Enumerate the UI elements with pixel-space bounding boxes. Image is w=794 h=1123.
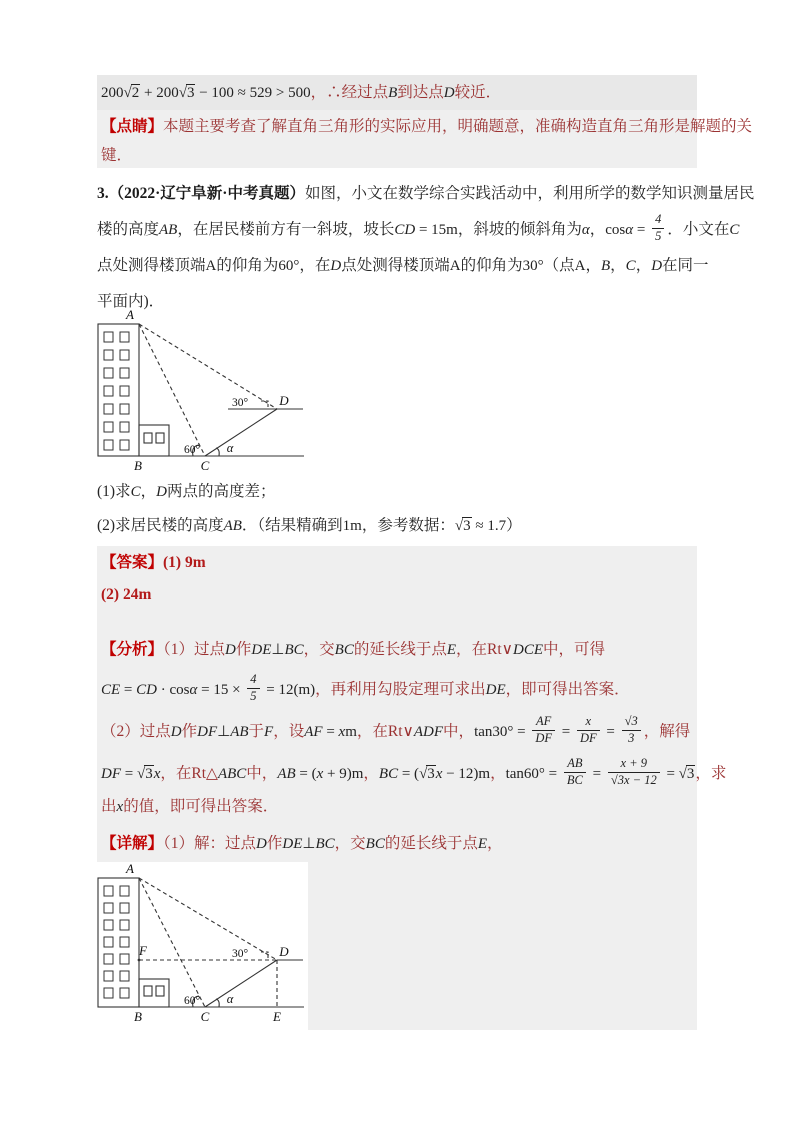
answer-line-2: (2) 24m: [101, 586, 152, 603]
problem-statement: [97, 176, 755, 320]
analysis-line-2: CE = CD · cosα = 15 × $\frac{4}{5}$ = 12(m)，再利用勾股定理可求出DE，即可得出答案．: [101, 672, 630, 703]
angle-30-label: 30°: [231, 948, 249, 960]
angle-60-label: 60°: [183, 995, 201, 1007]
point-D-label: D: [279, 944, 289, 959]
point-A-label: A: [126, 862, 134, 876]
angle-alpha-label: α: [226, 992, 234, 1006]
section-prev-conclusion: [97, 75, 697, 110]
dianjing-line-1: 【点睛】本题主要考查了解直角三角形的实际应用，明确题意，准确构造直角三角形是解题的关: [101, 118, 753, 135]
point-F-label: F: [139, 943, 147, 958]
point-C-label: C: [200, 458, 210, 473]
angle-alpha-label: α: [226, 441, 234, 455]
point-E-label: E: [273, 1009, 281, 1024]
dianjing-line-2: 键．: [101, 147, 133, 164]
point-C-label: C: [200, 1009, 210, 1024]
question-1: (1)求C，D两点的高度差；: [97, 483, 276, 500]
section-answer-analysis: [97, 546, 727, 1030]
problem-line-1: 3.（2022·辽宁阜新·中考真题）如图，小文在数学综合实践活动中，利用所学的数学知识测量居民: [97, 185, 755, 202]
problem-line-2: 楼的高度AB，在居民楼前方有一斜坡，坡长CD = 15m，斜坡的倾斜角为α，cosα = $\frac{4}{5}$ ．小文在C: [97, 212, 740, 243]
analysis-line-1: 【分析】（1）过点D作DE⊥BC，交BC的延长线于点E，在Rt∨DCE中，可得: [101, 641, 606, 658]
point-B-label: B: [134, 1009, 142, 1024]
section-dianjing: [97, 110, 753, 168]
analysis-line-3: （2）过点D作DF⊥AB于F，设AF = xm，在Rt∨ADF中，tan30° = $\frac{AF}{DF}$ = $\frac{x}{DF}$ = $\frac{√3}{3}$ ，解得: [101, 714, 691, 745]
sightline-AD: [139, 324, 277, 409]
answer-line-1: 【答案】(1) 9m: [101, 554, 206, 571]
arc-alpha: [216, 448, 219, 456]
point-F-dot: [138, 959, 141, 962]
detail-line-1: 【详解】（1）解：过点D作DE⊥BC，交BC的延长线于点E，: [101, 835, 503, 852]
problem-line-4: 平面内)．: [97, 293, 165, 310]
point-B-label: B: [134, 458, 142, 473]
analysis-line-5: 出x的值，即可得出答案．: [101, 798, 279, 815]
analysis-line-4: DF = √3x，在Rt△ABC中，AB = (x + 9)m，BC = (√3x − 12)m，tan60° = $\frac{AB}{BC}$ = $\frac{x + 9}{√3x - 12}$ = √3，求: [101, 756, 727, 787]
problem-line-3: 点处测得楼顶端A的仰角为60°，在D点处测得楼顶端A的仰角为30°（点A，B，C，D在同一: [97, 257, 709, 274]
angle-60-label: 60°: [183, 444, 201, 456]
slope-CD: [205, 409, 277, 456]
figure-2: [97, 862, 308, 1030]
point-D-label: D: [279, 393, 289, 408]
point-A-label: A: [126, 307, 134, 322]
building-windows: [104, 332, 129, 450]
conclusion-formula-line: 200√2 + 200√3 − 100 ≈ 529 > 500，∴经过点B到达点D较近．: [101, 84, 502, 101]
question-2: (2)求居民楼的高度AB．（结果精确到1m，参考数据：√3 ≈ 1.7）: [97, 517, 522, 534]
figure-1: [97, 306, 310, 478]
angle-30-label: 30°: [231, 397, 249, 409]
